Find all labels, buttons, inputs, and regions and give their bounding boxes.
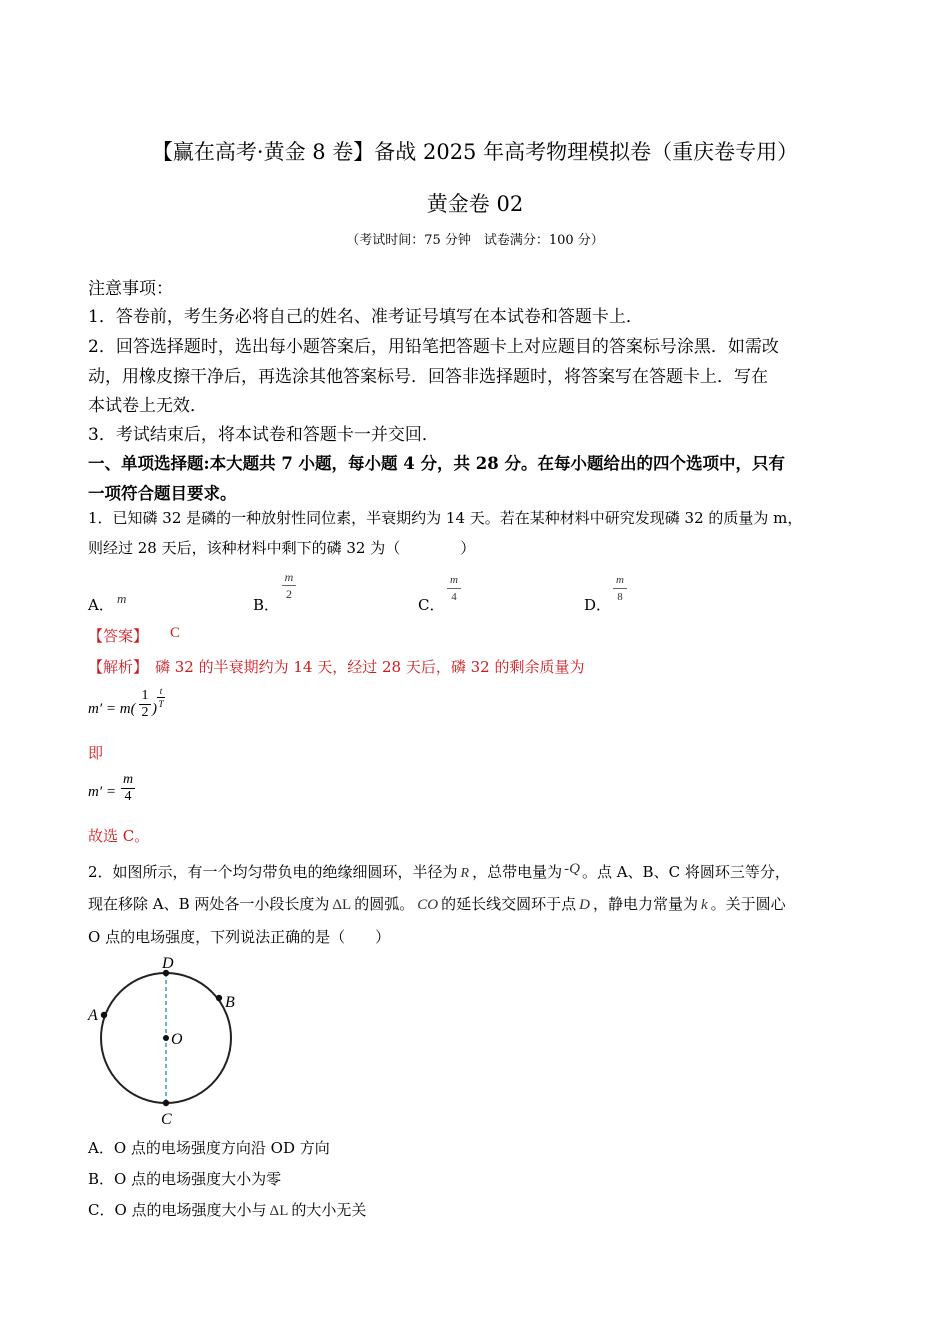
q2-ring-figure <box>80 950 260 1130</box>
q1-option-d-num: m <box>616 574 624 586</box>
q1-option-c-label: C． <box>418 596 445 614</box>
exam-info: （考试时间：75 分钟 试卷满分：100 分） <box>346 233 604 248</box>
q1-option-b-num: m <box>284 570 294 584</box>
q2-text: 现在移除 A、B 两处各一小段长度为 <box>88 895 330 913</box>
q2-co-symbol: CO <box>417 897 439 913</box>
q1-stem-line-2: 则经过 28 天后，该种材料中剩下的磷 32 为（ ） <box>88 539 476 557</box>
q2-option-c-delta-l: ΔL <box>269 1203 289 1219</box>
section-heading-line-1: 一、单项选择题:本大题共 7 小题，每小题 4 分，共 28 分。在每小题给出的四个选项中，只有 <box>88 454 785 473</box>
q1-option-d-label: D． <box>584 596 612 614</box>
q2-text: 。点 A、B、C 将圆环三等分， <box>581 863 790 881</box>
q1-formula-1-num: 1 <box>141 688 149 703</box>
fraction-bar <box>447 588 461 589</box>
notes-item-1: 1．答卷前，考生务必将自己的姓名、准考证号填写在本试卷和答题卡上． <box>88 307 643 327</box>
q1-option-b-label: B． <box>253 596 280 614</box>
q1-formula-2-den: 4 <box>124 789 132 804</box>
q1-formula-1-den: 2 <box>141 705 149 720</box>
label-o: O <box>171 1031 183 1048</box>
q1-option-b-den: 2 <box>286 587 292 601</box>
q2-stem-line-1 <box>88 861 790 882</box>
notes-item-2-line-2: 动，用橡皮擦干净后，再选涂其他答案标号．回答非选择题时，将答案写在答题卡上．写在 <box>88 367 768 387</box>
point-o-dot <box>163 1035 169 1041</box>
page-title: 【赢在高考·黄金 8 卷】备战 2025 年高考物理模拟卷（重庆卷专用） <box>151 140 799 164</box>
q1-formula-2-num: m <box>122 772 134 787</box>
q1-option-c-num: m <box>450 574 458 586</box>
q2-text: ，静电力常量为 <box>592 895 698 913</box>
label-b: B <box>225 994 235 1011</box>
q1-option-a-label: A． <box>88 596 114 614</box>
q1-formula-1-half <box>139 689 151 720</box>
q1-option-b-fraction <box>282 570 296 601</box>
q1-conclusion: 故选 C。 <box>88 827 150 845</box>
q1-option-d-den: 8 <box>617 591 623 603</box>
q1-option-d-fraction <box>613 573 627 604</box>
notes-item-3: 3．考试结束后，将本试卷和答题卡一并交回． <box>88 425 439 445</box>
q2-option-a: A．O 点的电场强度方向沿 OD 方向 <box>88 1139 330 1157</box>
q2-option-c-text: 的大小无关 <box>291 1201 367 1219</box>
point-c-dot <box>163 1100 169 1106</box>
q1-option-a-expr: m <box>117 591 127 606</box>
q1-formula-2-lhs: m′ = <box>88 784 116 800</box>
q2-text: ，总带电量为 <box>472 863 563 881</box>
q1-formula-1-rhs: ) <box>152 701 157 717</box>
fraction-bar <box>282 585 296 586</box>
notes-heading: 注意事项： <box>88 279 173 299</box>
q2-d-symbol: D <box>579 897 590 913</box>
q2-text: 。关于圆心 <box>710 895 786 913</box>
fraction-bar <box>157 697 165 698</box>
label-a: A <box>88 1007 98 1024</box>
point-b-dot <box>216 995 222 1001</box>
q2-radius-symbol: R <box>460 866 470 881</box>
q2-text: 的圆弧。 <box>354 895 415 913</box>
label-d: D <box>162 955 174 972</box>
fraction-bar <box>613 588 627 589</box>
q1-formula-2-fraction <box>121 773 135 804</box>
q2-text: 的延长线交圆环于点 <box>441 895 577 913</box>
q1-formula-1-exp-num: t <box>159 686 163 696</box>
q2-option-c-text: C．O 点的电场强度大小与 <box>88 1201 267 1219</box>
q2-stem-line-3: O 点的电场强度，下列说法正确的是（ ） <box>88 928 391 946</box>
q2-delta-l-symbol: ΔL <box>332 897 352 913</box>
point-a-dot <box>101 1012 107 1018</box>
q1-option-c-fraction <box>447 573 461 604</box>
q2-stem-line-2 <box>88 893 786 914</box>
label-c: C <box>161 1111 172 1128</box>
q1-stem-line-1: 1．已知磷 32 是磷的一种放射性同位素，半衰期约为 14 天。若在某种材料中研究发现磷 32 的质量为 m， <box>88 509 803 527</box>
q2-option-c <box>88 1199 366 1220</box>
q1-answer-value: C <box>170 625 181 641</box>
section-heading-line-2: 一项符合题目要求。 <box>88 484 237 503</box>
q1-ji: 即 <box>88 744 104 762</box>
q2-k-symbol: k <box>700 897 708 913</box>
q1-analysis-tag: 【解析】 <box>88 658 149 676</box>
q2-charge-symbol: -Q <box>564 861 580 877</box>
notes-item-2-line-1: 2．回答选择题时，选出每小题答案后，用铅笔把答题卡上对应题目的答案标号涂黑．如需改 <box>88 337 779 357</box>
q1-answer-tag: 【答案】 <box>88 627 149 645</box>
q1-analysis-text: 磷 32 的半衰期约为 14 天，经过 28 天后，磷 32 的剩余质量为 <box>155 658 585 676</box>
q2-option-b: B．O 点的电场强度大小为零 <box>88 1170 282 1188</box>
page-subtitle: 黄金卷 02 <box>426 192 524 216</box>
q1-formula-1-exp-den: T <box>158 699 164 709</box>
q1-option-c-den: 4 <box>451 591 457 603</box>
q2-text: 2．如图所示，有一个均匀带负电的绝缘细圆环，半径为 <box>88 863 458 881</box>
q1-formula-1-lhs: m′ = m( <box>88 701 136 717</box>
q1-formula-1-exponent <box>157 686 165 709</box>
notes-item-2-line-3: 本试卷上无效． <box>88 396 207 416</box>
